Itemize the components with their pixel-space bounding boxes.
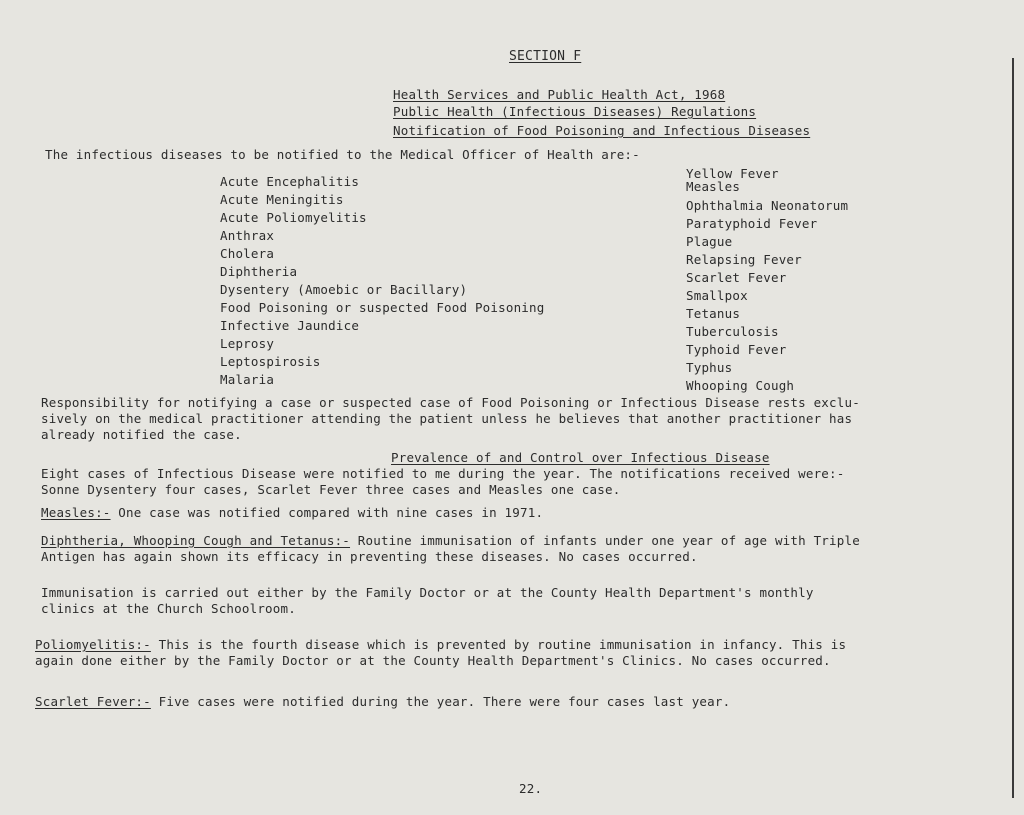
polio-text: This is the fourth disease which is prevented by routine immunisation in infancy. This is [158,637,847,652]
polio-line-1 [35,637,846,652]
measles-paragraph [41,505,543,520]
diphtheria-label: Diphtheria, Whooping Cough and Tetanus:- [41,533,351,548]
list-item: Leprosy [220,336,275,351]
list-item: Yellow Fever [686,166,779,181]
scarlet-text: Five cases were notified during the year. There were four cases last year. [158,694,731,709]
section-heading: SECTION F [509,49,582,64]
polio-label: Poliomyelitis:- [35,637,151,652]
list-item: Cholera [220,246,275,261]
list-item: Paratyphoid Fever [686,216,818,231]
diphtheria-line-1 [41,533,860,548]
list-item: Infective Jaundice [220,318,360,333]
responsibility-line-3: already notified the case. [41,427,242,442]
list-item: Food Poisoning or suspected Food Poisoning [220,300,545,315]
prevalence-line-1: Eight cases of Infectious Disease were notified to me during the year. The notifications received were:- [41,466,845,481]
list-item: Scarlet Fever [686,270,787,285]
list-item: Acute Encephalitis [220,174,360,189]
prevalence-heading: Prevalence of and Control over Infectious Disease [391,450,770,465]
responsibility-line-2: sively on the medical practitioner attending the patient unless he believes that another practitioner has [41,411,853,426]
list-item: Malaria [220,372,275,387]
list-item: Diphtheria [220,264,298,279]
measles-text: One case was notified compared with nine cases in 1971. [118,505,544,520]
list-item: Whooping Cough [686,378,795,393]
measles-label: Measles:- [41,505,111,520]
list-item: Anthrax [220,228,275,243]
heading-act: Health Services and Public Health Act, 1968 [393,87,726,102]
polio-line-2: again done either by the Family Doctor or at the County Health Department's Clinics. No cases occurred. [35,653,831,668]
list-item: Acute Meningitis [220,192,344,207]
immunisation-line-2: clinics at the Church Schoolroom. [41,601,296,616]
list-item: Typhus [686,360,733,375]
list-item: Typhoid Fever [686,342,787,357]
list-item: Tetanus [686,306,741,321]
intro-text: The infectious diseases to be notified to the Medical Officer of Health are:- [45,147,640,162]
heading-regulations: Public Health (Infectious Diseases) Regulations [393,104,757,119]
list-item: Leptospirosis [220,354,321,369]
immunisation-line-1: Immunisation is carried out either by the Family Doctor or at the County Health Department's monthly [41,585,814,600]
list-item: Tuberculosis [686,324,779,339]
scarlet-label: Scarlet Fever:- [35,694,151,709]
list-item: Plague [686,234,733,249]
page-number: 22. [519,781,543,796]
responsibility-line-1: Responsibility for notifying a case or suspected case of Food Poisoning or Infectious Disease rests exclu- [41,395,860,410]
list-item: Smallpox [686,288,748,303]
prevalence-line-2: Sonne Dysentery four cases, Scarlet Fever three cases and Measles one case. [41,482,621,497]
list-item: Ophthalmia Neonatorum [686,198,849,213]
list-item: Relapsing Fever [686,252,802,267]
scarlet-paragraph [35,694,730,709]
heading-notification: Notification of Food Poisoning and Infectious Diseases [393,123,811,138]
diphtheria-line-2: Antigen has again shown its efficacy in preventing these diseases. No cases occurred. [41,549,698,564]
diphtheria-text: Routine immunisation of infants under one year of age with Triple [357,533,860,548]
list-item: Measles [686,179,741,194]
list-item: Acute Poliomyelitis [220,210,367,225]
list-item: Dysentery (Amoebic or Bacillary) [220,282,468,297]
right-margin-rule [1012,58,1014,798]
